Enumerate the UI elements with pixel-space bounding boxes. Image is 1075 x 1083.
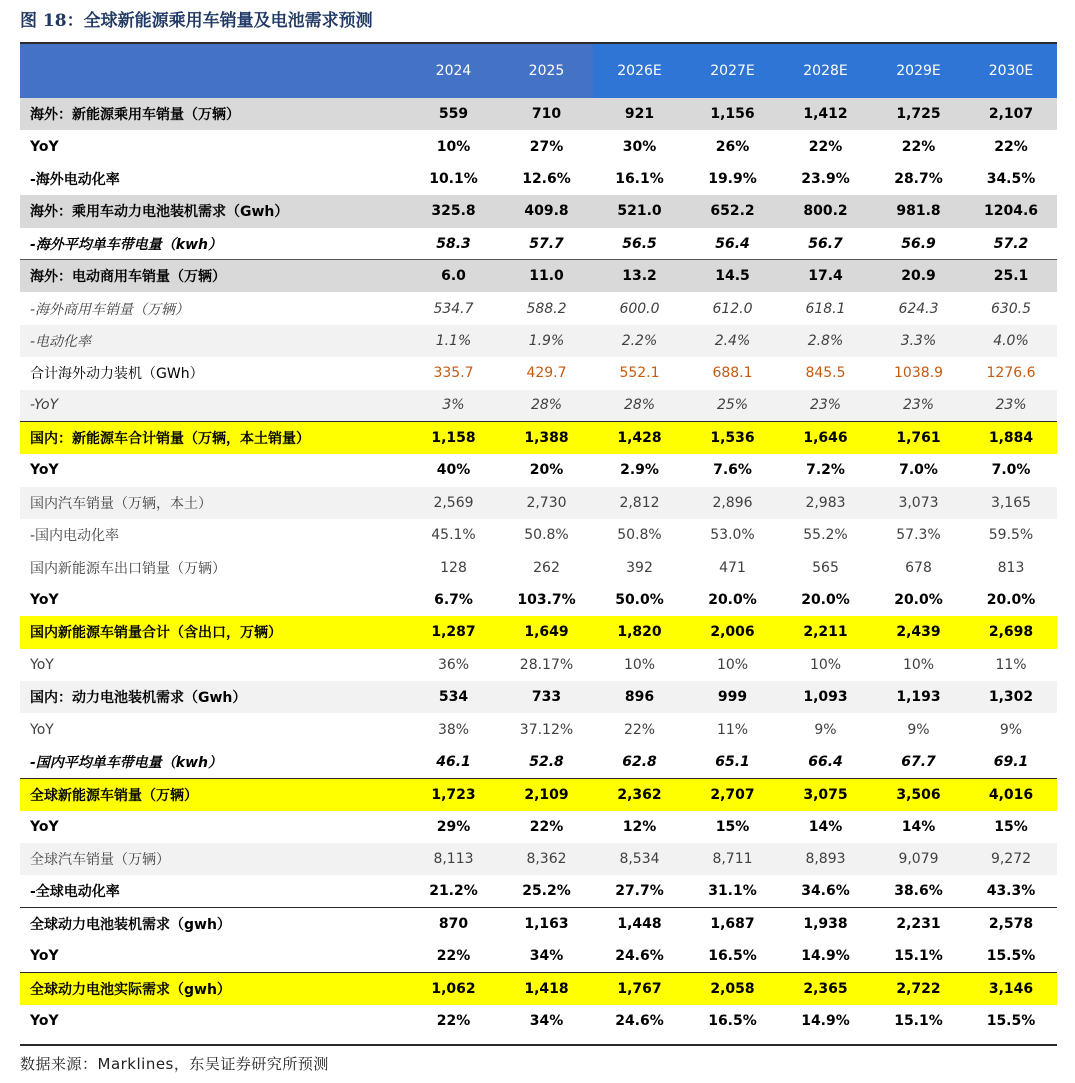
table-row (20, 390, 1057, 422)
cell: 534.7 (433, 300, 474, 317)
cell: 733 (500, 681, 593, 713)
cell: 56.7 (808, 235, 843, 252)
cell: 552.1 (619, 365, 660, 382)
row-label: YoY (30, 462, 59, 479)
cell: 1,687 (686, 908, 779, 940)
table-row (20, 228, 1057, 260)
cell: 409.8 (500, 195, 593, 227)
row-label: 合计海外动力装机（GWh） (30, 366, 204, 383)
cell: 2.4% (686, 325, 779, 357)
table-row (20, 940, 1057, 972)
table-row (20, 325, 1057, 357)
cell: 1,418 (500, 973, 593, 1005)
cell: 1,093 (779, 681, 872, 713)
row-label: 国内：新能源车合计销量（万辆，本土销量） (20, 422, 407, 454)
cell: 50.8% (617, 527, 662, 544)
cell: 1,646 (779, 422, 872, 454)
cell: 50.8% (524, 527, 569, 544)
row-label: YoY (30, 1013, 59, 1030)
cell: 1,302 (965, 681, 1057, 713)
cell: 429.7 (526, 365, 567, 382)
cell: 57.7 (529, 235, 564, 252)
cell: 20% (529, 462, 564, 479)
cell: 8,893 (779, 843, 872, 875)
cell: 870 (407, 908, 500, 940)
header-row (20, 44, 1057, 98)
cell: 335.7 (433, 365, 474, 382)
table-row (20, 778, 1057, 810)
row-label: 海外：新能源乘用车销量（万辆） (20, 98, 407, 130)
cell: 28% (593, 390, 686, 422)
cell: 2,698 (965, 616, 1057, 648)
cell: 11.0 (500, 260, 593, 292)
cell: 262 (533, 559, 560, 576)
cell: 4,016 (965, 778, 1057, 810)
cell: 618.1 (805, 300, 846, 317)
cell: 1,938 (779, 908, 872, 940)
cell: 57.3% (896, 527, 941, 544)
cell: 2,722 (872, 973, 965, 1005)
cell: 1,412 (779, 98, 872, 130)
cell: 2,812 (593, 487, 686, 519)
cell: 534 (407, 681, 500, 713)
cell: 2.2% (593, 325, 686, 357)
cell: 10% (716, 656, 749, 673)
cell: 17.4 (779, 260, 872, 292)
cell: 67.7 (901, 753, 936, 770)
cell: 25.2% (522, 883, 571, 900)
row-label: 全球动力电池装机需求（gwh） (20, 908, 407, 940)
cell: 1,163 (500, 908, 593, 940)
table-row (20, 649, 1057, 681)
cell: 128 (440, 559, 467, 576)
cell: 20.0% (708, 592, 757, 609)
cell: 1,428 (593, 422, 686, 454)
cell: 1204.6 (965, 195, 1057, 227)
cell: 921 (593, 98, 686, 130)
cell: 23% (779, 390, 872, 422)
cell: 845.5 (805, 365, 846, 382)
cell: 20.0% (894, 592, 943, 609)
source-note: 数据来源：Marklines，东吴证券研究所预测 (20, 1055, 329, 1073)
cell: 10% (436, 138, 471, 155)
cell: 624.3 (898, 300, 939, 317)
cell: 2,107 (965, 98, 1057, 130)
cell: 1,193 (872, 681, 965, 713)
cell: 16.5% (708, 948, 757, 965)
cell: 38.6% (894, 883, 943, 900)
row-label: -海外商用车销量（万辆） (30, 301, 190, 318)
row-label: -国内平均单车带电量（kwh） (30, 754, 223, 771)
table-row (20, 98, 1057, 130)
cell: 2,006 (686, 616, 779, 648)
table-row (20, 292, 1057, 324)
cell: 13.2 (593, 260, 686, 292)
cell: 1,158 (407, 422, 500, 454)
table-row (20, 519, 1057, 551)
cell: 14.9% (801, 948, 850, 965)
table-row (20, 908, 1057, 940)
cell: 23% (872, 390, 965, 422)
cell: 10% (902, 656, 935, 673)
cell: 471 (719, 559, 746, 576)
cell: 14% (808, 818, 843, 835)
cell: 40% (436, 462, 471, 479)
cell: 34.6% (801, 883, 850, 900)
cell: 23% (965, 390, 1057, 422)
cell: 11% (995, 656, 1027, 673)
cell: 65.1 (715, 753, 750, 770)
cell: 2.9% (620, 462, 659, 479)
cell: 34% (529, 1013, 564, 1030)
cell: 15% (715, 818, 750, 835)
cell: 559 (407, 98, 500, 130)
cell: 1,761 (872, 422, 965, 454)
cell: 1,156 (686, 98, 779, 130)
cell: 24.6% (615, 948, 664, 965)
table-row (20, 454, 1057, 486)
cell: 26% (715, 138, 750, 155)
cell: 2,058 (686, 973, 779, 1005)
cell: 29% (436, 818, 471, 835)
cell: 710 (500, 98, 593, 130)
cell: 23.9% (801, 170, 850, 187)
row-label: 国内：动力电池装机需求（Gwh） (20, 681, 407, 713)
cell: 588.2 (526, 300, 567, 317)
cell: 56.4 (715, 235, 750, 252)
header-year-2025: 2025 (500, 44, 593, 98)
cell: 69.1 (993, 753, 1029, 770)
row-label: 国内新能源车出口销量（万辆） (30, 560, 226, 577)
cell: 678 (905, 559, 932, 576)
cell: 1,062 (407, 973, 500, 1005)
row-label: -海外平均单车带电量（kwh） (30, 236, 223, 253)
cell: 9,079 (872, 843, 965, 875)
cell: 3,165 (965, 487, 1057, 519)
cell: 2,365 (779, 973, 872, 1005)
cell: 56.9 (901, 235, 936, 252)
row-label: YoY (30, 656, 54, 673)
table-row (20, 843, 1057, 875)
cell: 34% (529, 948, 564, 965)
table-row (20, 811, 1057, 843)
cell: 52.8 (529, 753, 564, 770)
row-label: YoY (30, 948, 59, 965)
cell: 22% (436, 948, 471, 965)
cell: 1.1% (407, 325, 500, 357)
cell: 12.6% (522, 170, 571, 187)
cell: 57.2 (993, 235, 1029, 252)
cell: 999 (686, 681, 779, 713)
row-label: YoY (30, 721, 54, 738)
cell: 22% (994, 138, 1028, 155)
cell: 800.2 (779, 195, 872, 227)
header-year-2030e: 2030E (965, 44, 1057, 98)
cell: 27% (529, 138, 564, 155)
row-label: 海外：电动商用车销量（万辆） (20, 260, 407, 292)
cell: 8,113 (407, 843, 500, 875)
cell: 15.1% (894, 1013, 943, 1030)
table-row (20, 713, 1057, 745)
cell: 1,448 (593, 908, 686, 940)
row-label: -全球电动化率 (30, 884, 120, 901)
row-label: -电动化率 (20, 325, 407, 357)
cell: 20.0% (986, 592, 1036, 609)
cell: 50.0% (615, 592, 664, 609)
cell: 8,534 (593, 843, 686, 875)
cell: 2,362 (593, 778, 686, 810)
cell: 688.1 (712, 365, 753, 382)
row-label: 全球动力电池实际需求（gwh） (20, 973, 407, 1005)
table-row (20, 875, 1057, 907)
cell: 58.3 (436, 235, 471, 252)
cell: 3.3% (872, 325, 965, 357)
cell: 22% (529, 818, 564, 835)
row-label: 海外：乘用车动力电池装机需求（Gwh） (20, 195, 407, 227)
cell: 521.0 (593, 195, 686, 227)
bottom-rule (20, 1044, 1057, 1046)
cell: 22% (808, 138, 843, 155)
cell: 28% (500, 390, 593, 422)
cell: 7.0% (991, 462, 1031, 479)
cell: 6.0 (407, 260, 500, 292)
cell: 55.2% (803, 527, 848, 544)
cell: 62.8 (622, 753, 657, 770)
header-year-2024: 2024 (407, 44, 500, 98)
cell: 7.0% (899, 462, 938, 479)
cell: 20.0% (801, 592, 850, 609)
cell: 25.1 (965, 260, 1057, 292)
cell: 565 (812, 559, 839, 576)
cell: 813 (997, 559, 1025, 576)
row-label: -YoY (20, 390, 407, 422)
table-row (20, 260, 1057, 292)
cell: 896 (593, 681, 686, 713)
cell: 1,820 (593, 616, 686, 648)
cell: 325.8 (407, 195, 500, 227)
cell: 2,707 (686, 778, 779, 810)
cell: 7.6% (713, 462, 752, 479)
cell: 3,073 (872, 487, 965, 519)
cell: 30% (622, 138, 657, 155)
row-label: -国内电动化率 (30, 528, 120, 545)
header-year-2029e: 2029E (872, 44, 965, 98)
table-row (20, 357, 1057, 389)
table-row (20, 584, 1057, 616)
cell: 8,711 (686, 843, 779, 875)
cell: 46.1 (436, 753, 471, 770)
cell: 14.9% (801, 1013, 850, 1030)
cell: 1276.6 (986, 365, 1036, 382)
cell: 3% (407, 390, 500, 422)
cell: 9% (814, 721, 837, 738)
cell: 1,287 (407, 616, 500, 648)
table-row (20, 163, 1057, 195)
cell: 53.0% (710, 527, 755, 544)
table-row (20, 422, 1057, 454)
cell: 15.5% (986, 948, 1036, 965)
cell: 2,578 (965, 908, 1057, 940)
cell: 36% (437, 656, 470, 673)
cell: 31.1% (708, 883, 757, 900)
cell: 15.1% (894, 948, 943, 965)
cell: 1,725 (872, 98, 965, 130)
cell: 3,506 (872, 778, 965, 810)
cell: 600.0 (619, 300, 660, 317)
cell: 10% (623, 656, 656, 673)
cell: 2,211 (779, 616, 872, 648)
row-label: 国内汽车销量（万辆，本土） (20, 487, 407, 519)
cell: 1,536 (686, 422, 779, 454)
table-row (20, 681, 1057, 713)
table-row (20, 551, 1057, 583)
cell: 2,569 (407, 487, 500, 519)
cell: 14% (901, 818, 936, 835)
cell: 4.0% (965, 325, 1057, 357)
cell: 38% (437, 721, 470, 738)
cell: 1,388 (500, 422, 593, 454)
cell: 28.7% (894, 170, 943, 187)
cell: 20.9 (872, 260, 965, 292)
row-label: YoY (30, 818, 59, 835)
cell: 22% (436, 1013, 471, 1030)
header-label-cell (20, 44, 407, 98)
cell: 56.5 (622, 235, 657, 252)
cell: 2,983 (779, 487, 872, 519)
cell: 1,649 (500, 616, 593, 648)
cell: 9% (999, 721, 1023, 738)
cell: 1038.9 (894, 365, 943, 382)
table-row (20, 616, 1057, 648)
row-label: YoY (30, 592, 59, 609)
row-label: -海外电动化率 (30, 171, 120, 188)
cell: 3,146 (965, 973, 1057, 1005)
cell: 22% (623, 721, 656, 738)
row-label: YoY (30, 138, 59, 155)
cell: 25% (686, 390, 779, 422)
cell: 15% (994, 818, 1028, 835)
cell: 1,723 (407, 778, 500, 810)
cell: 612.0 (712, 300, 753, 317)
cell: 2,730 (500, 487, 593, 519)
cell: 2,109 (500, 778, 593, 810)
cell: 43.3% (986, 883, 1036, 900)
cell: 1,884 (965, 422, 1057, 454)
cell: 22% (901, 138, 936, 155)
cell: 103.7% (517, 592, 576, 609)
row-label: 全球新能源车销量（万辆） (20, 778, 407, 810)
cell: 630.5 (990, 300, 1032, 317)
cell: 28.17% (519, 656, 574, 673)
table-row (20, 973, 1057, 1005)
cell: 59.5% (988, 527, 1034, 544)
cell: 3,075 (779, 778, 872, 810)
cell: 652.2 (686, 195, 779, 227)
row-label: 国内新能源车销量合计（含出口，万辆） (20, 616, 407, 648)
cell: 11% (716, 721, 749, 738)
forecast-table (20, 44, 1057, 1037)
cell: 2.8% (779, 325, 872, 357)
cell: 1.9% (500, 325, 593, 357)
cell: 24.6% (615, 1013, 664, 1030)
cell: 66.4 (808, 753, 843, 770)
cell: 392 (626, 559, 653, 576)
cell: 981.8 (872, 195, 965, 227)
table-row (20, 1005, 1057, 1037)
cell: 10% (809, 656, 842, 673)
cell: 7.2% (806, 462, 845, 479)
table-row (20, 130, 1057, 162)
cell: 16.5% (708, 1013, 757, 1030)
cell: 37.12% (519, 721, 574, 738)
header-year-2026e: 2026E (593, 44, 686, 98)
cell: 15.5% (986, 1013, 1036, 1030)
cell: 16.1% (615, 170, 664, 187)
cell: 2,231 (872, 908, 965, 940)
table-row (20, 195, 1057, 227)
cell: 21.2% (429, 883, 478, 900)
cell: 1,767 (593, 973, 686, 1005)
cell: 2,439 (872, 616, 965, 648)
cell: 6.7% (434, 592, 473, 609)
cell: 45.1% (431, 527, 476, 544)
cell: 9% (907, 721, 930, 738)
row-label: 全球汽车销量（万辆） (20, 843, 407, 875)
cell: 10.1% (429, 170, 478, 187)
cell: 27.7% (615, 883, 664, 900)
cell: 34.5% (986, 170, 1036, 187)
header-year-2028e: 2028E (779, 44, 872, 98)
header-year-2027e: 2027E (686, 44, 779, 98)
cell: 8,362 (500, 843, 593, 875)
cell: 14.5 (686, 260, 779, 292)
cell: 2,896 (686, 487, 779, 519)
cell: 12% (622, 818, 657, 835)
table-row (20, 487, 1057, 519)
figure-title: 图 18：全球新能源乘用车销量及电池需求预测 (20, 11, 373, 31)
cell: 9,272 (965, 843, 1057, 875)
table-row (20, 746, 1057, 778)
cell: 19.9% (708, 170, 757, 187)
